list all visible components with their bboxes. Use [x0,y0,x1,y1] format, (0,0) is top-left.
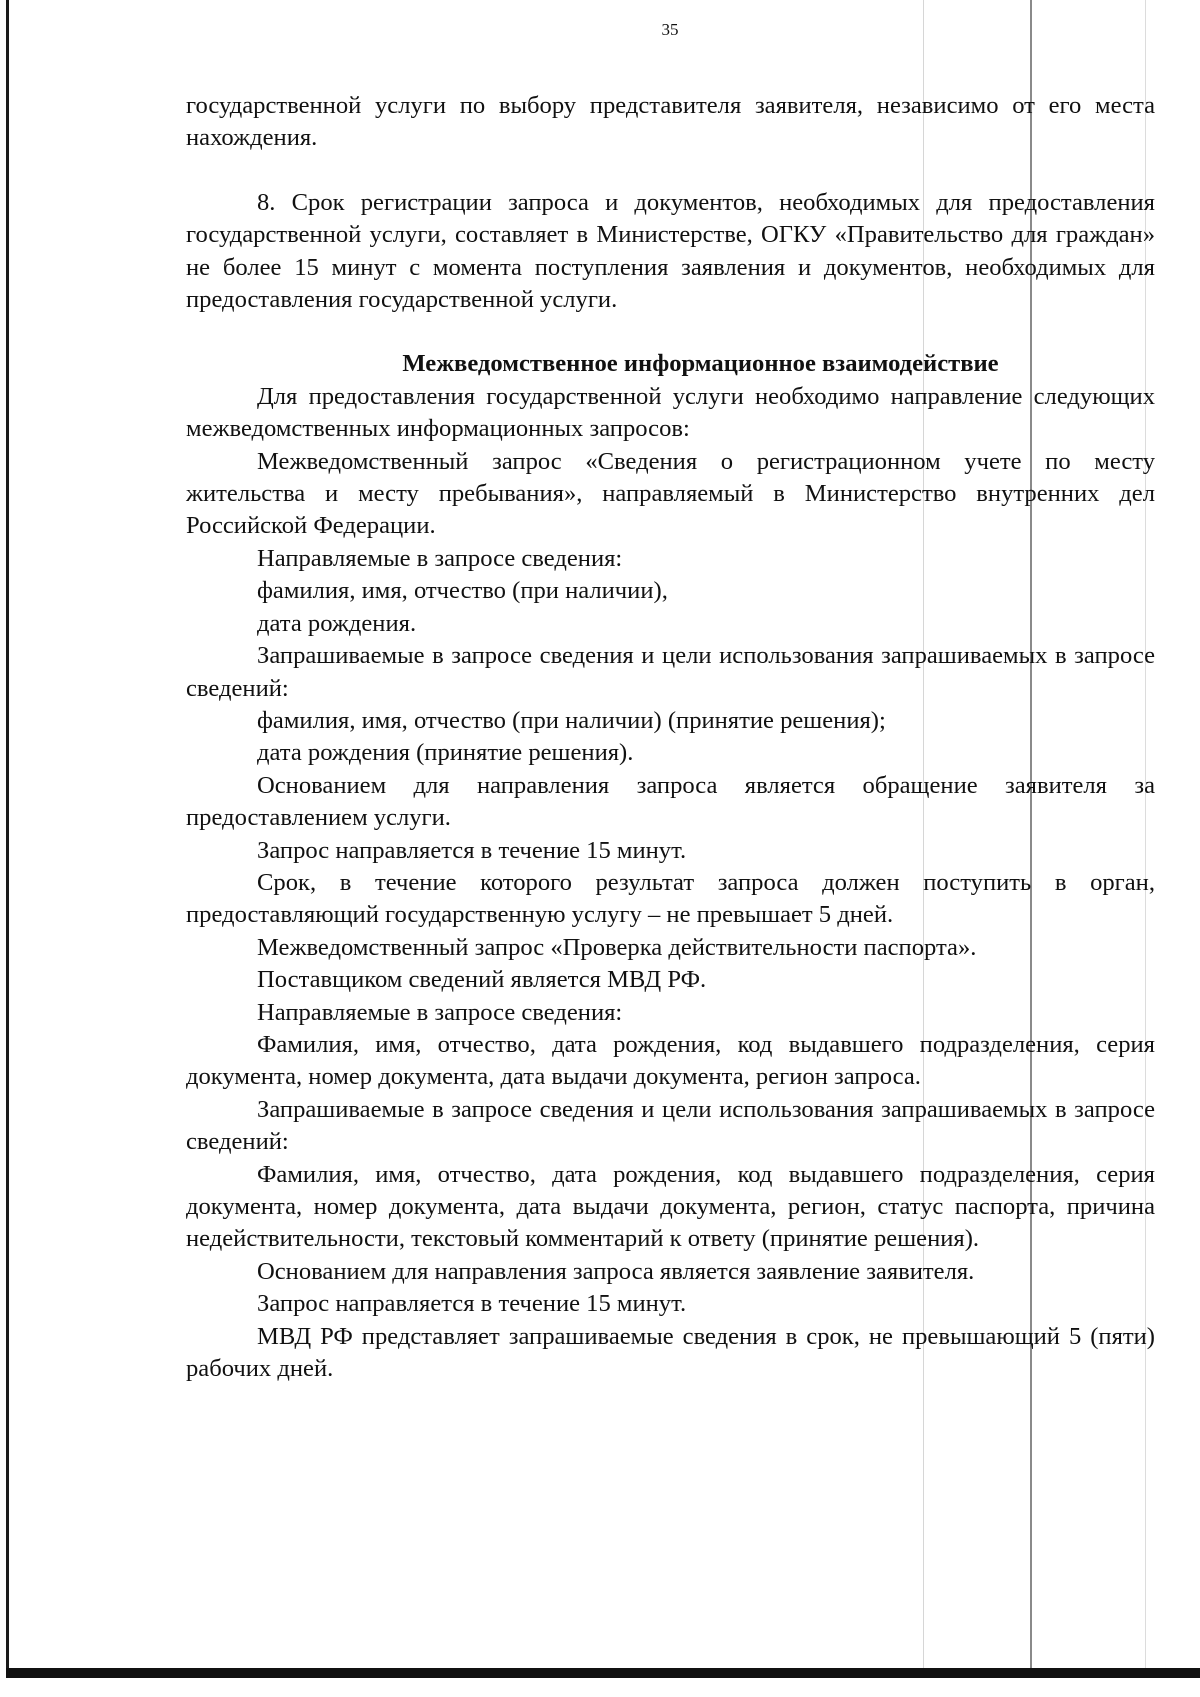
paragraph: Основанием для направления запроса является обращение заявителя за предоставлением услуги. [186,771,1155,832]
paragraph: Срок, в течение которого результат запроса должен поступить в орган, предоставляющий государственную услугу – не превышает 5 дней. [186,868,1155,929]
paragraph: Межведомственный запрос «Проверка действительности паспорта». [257,933,977,961]
paragraph: Запрашиваемые в запросе сведения и цели использования запрашиваемых в запросе сведений: [186,1095,1155,1156]
paragraph: МВД РФ представляет запрашиваемые сведения в срок, не превышающий 5 (пяти) рабочих дней. [186,1322,1155,1383]
list-item: фамилия, имя, отчество (при наличии), [257,577,668,605]
paragraph: Поставщиком сведений является МВД РФ. [257,966,707,994]
paragraph: Запрос направляется в течение 15 минут. [257,836,687,864]
paragraph: Фамилия, имя, отчество, дата рождения, код выдавшего подразделения, серия документа, номер документа, дата выдачи документа, регион, статус паспорта, причина недействительности, текстовый комментарий к ответу (принятие решения). [186,1160,1155,1253]
paragraph-gap [186,155,1155,187]
paragraph: Направляемые в запросе сведения: [257,544,623,572]
page-number: 35 [661,20,679,39]
paragraph: Межведомственный запрос «Сведения о регистрационном учете по месту жительства и месту пребывания», направляемый в Министерство внутренних дел Российской Федерации. [186,447,1155,540]
document-body [186,90,1155,1385]
list-item: фамилия, имя, отчество (при наличии) (принятие решения); [257,706,886,734]
section-heading: Межведомственное информационное взаимодействие [402,350,999,378]
paragraph: государственной услуги по выбору представителя заявителя, независимо от его места нахождения. [186,92,1155,152]
scan-left-edge [6,0,9,1677]
paragraph-gap [186,316,1155,348]
scan-bottom-edge [6,1668,1200,1678]
paragraph: Основанием для направления запроса является заявление заявителя. [257,1257,975,1285]
paragraph: Фамилия, имя, отчество, дата рождения, код выдавшего подразделения, серия документа, номер документа, дата выдачи документа, регион запроса. [186,1030,1155,1091]
paragraph: Запрос направляется в течение 15 минут. [257,1290,687,1318]
list-item: дата рождения (принятие решения). [257,739,634,767]
paragraph: Запрашиваемые в запросе сведения и цели использования запрашиваемых в запросе сведений: [186,642,1155,702]
paragraph: Для предоставления государственной услуги необходимо направление следующих межведомственных информационных запросов: [186,382,1155,443]
list-item: дата рождения. [257,609,417,637]
paragraph: Направляемые в запросе сведения: [257,998,623,1026]
paragraph: 8. Срок регистрации запроса и документов, необходимых для предоставления государственной услуги, составляет в Министерстве, ОГКУ «Правительство для граждан» не более 15 минут с момента поступления заявления и документов, необходимых для предоставления государственной услуги. [186,188,1155,314]
